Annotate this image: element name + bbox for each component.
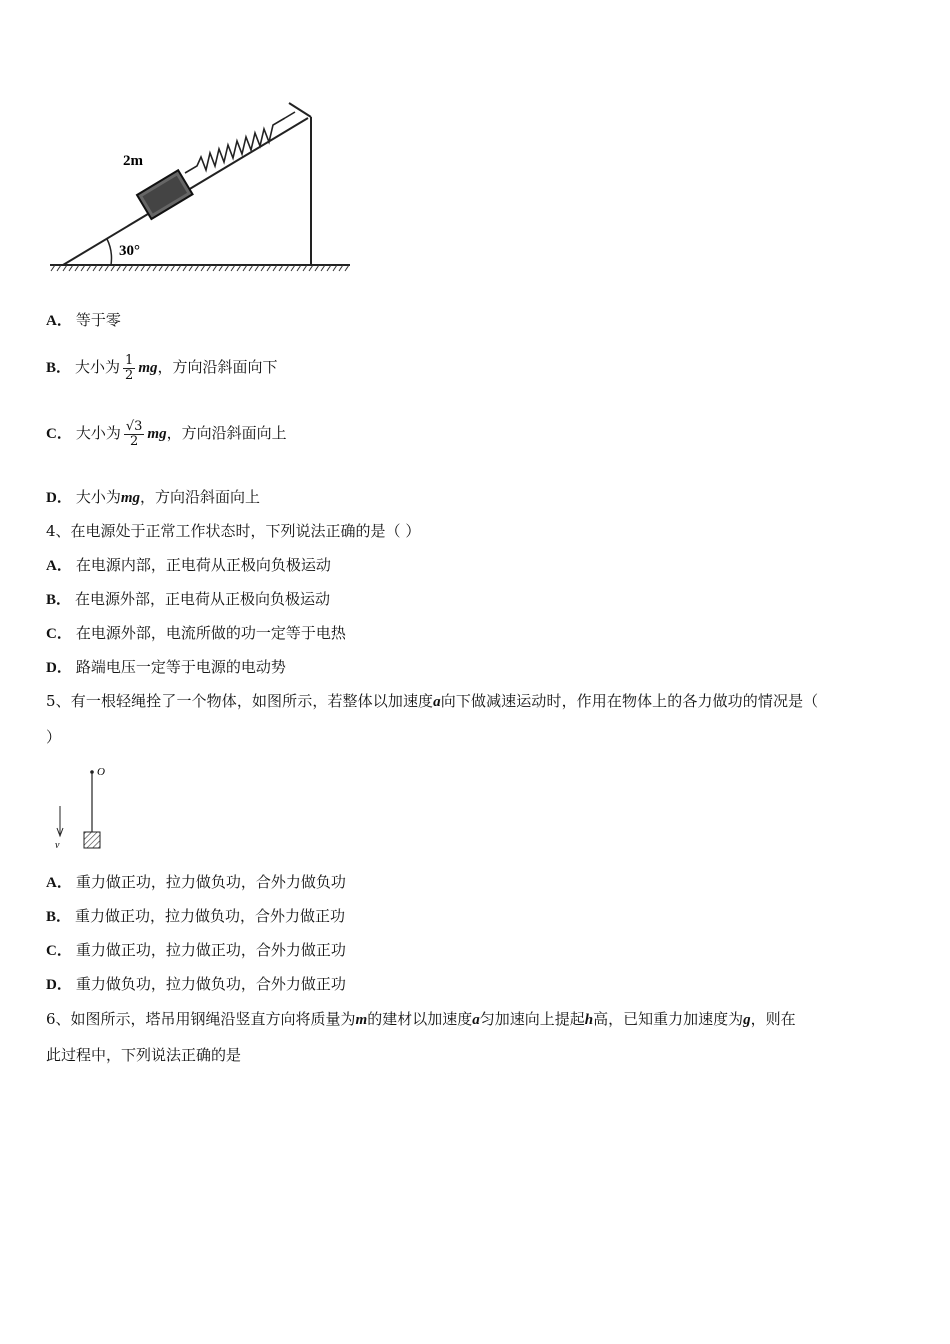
q3-option-d: D． 大小为mg，方向沿斜面向上 [46, 488, 261, 506]
fraction-sqrt3-over-2: $\frac{√3}{2}$ [125, 418, 143, 449]
q5-stem: 5、有一根轻绳拴了一个物体，如图所示，若整体以加速度a向下做减速运动时，作用在物体上的各力做功的情况是（ [46, 692, 819, 710]
velocity-label: v [55, 840, 60, 851]
q4-option-b: B． 在电源外部，正电荷从正极向负极运动 [46, 590, 331, 608]
q5-option-c: C． 重力做正功，拉力做正功，合外力做正功 [46, 941, 346, 959]
q6-stem: 6、如图所示，塔吊用钢绳沿竖直方向将质量为m的建材以加速度a匀加速向上提起h高，已知重力加速度为g，则在 [46, 1010, 796, 1028]
spring [185, 118, 285, 173]
rope-object-figure [48, 762, 118, 854]
q5-option-a: A． 重力做正功，拉力做负功，合外力做负功 [46, 873, 346, 891]
q6-stem-line2: 此过程中，下列说法正确的是 [46, 1046, 242, 1064]
fraction-half: $\frac{1}{2}$ [125, 352, 134, 383]
angle-label: 30° [119, 243, 140, 259]
q5-option-b: B． 重力做正功，拉力做负功，合外力做正功 [46, 907, 346, 925]
q3-option-a: A． 等于零 [46, 311, 121, 329]
q4-option-c: C． 在电源外部，电流所做的功一定等于电热 [46, 624, 346, 642]
hanging-object [84, 832, 100, 848]
incline-spring-figure [45, 95, 355, 275]
block-2m [137, 170, 193, 219]
point-o-label: O [97, 766, 105, 778]
q5-stem-line2: ） [46, 728, 62, 746]
q3-option-c: C． 大小为 $\frac{√3}{2}$ mg，方向沿斜面向上 [46, 418, 287, 449]
q5-option-d: D． 重力做负功，拉力做负功，合外力做正功 [46, 975, 346, 993]
q3-option-b: B． 大小为 $\frac{1}{2}$ mg，方向沿斜面向下 [46, 352, 278, 383]
q4-option-d: D． 路端电压一定等于电源的电动势 [46, 658, 286, 676]
q4-stem: 4、在电源处于正常工作状态时，下列说法正确的是（ ） [46, 522, 421, 540]
q4-option-a: A． 在电源内部，正电荷从正极向负极运动 [46, 556, 331, 574]
mass-label: 2m [123, 153, 143, 169]
